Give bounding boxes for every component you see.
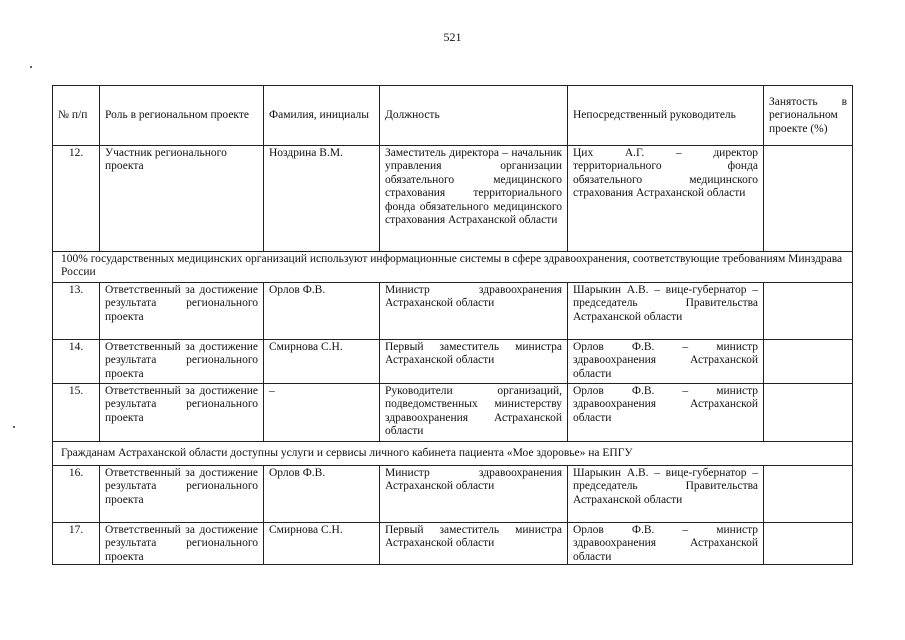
row-number: 15. <box>53 384 100 442</box>
position-cell: Первый заместитель министра Астраханской области <box>380 523 568 565</box>
scan-speck <box>13 426 15 428</box>
header-name: Фамилия, инициалы <box>264 86 380 146</box>
table-row <box>53 523 853 565</box>
row-number: 14. <box>53 340 100 384</box>
role-cell: Ответственный за достижение результата регионального проекта <box>100 340 264 384</box>
position-cell: Министр здравоохранения Астраханской области <box>380 283 568 340</box>
row-number: 16. <box>53 466 100 523</box>
table-row <box>53 466 853 523</box>
position-cell: Руководители организаций, подведомственных министерству здравоохранения Астраханской области <box>380 384 568 442</box>
header-employment: Занятость в региональном проекте (%) <box>764 86 853 146</box>
section-title: Гражданам Астраханской области доступны услуги и сервисы личного кабинета пациента «Мое здоровье» на ЕПГУ <box>53 442 853 466</box>
supervisor-cell: Орлов Ф.В. – министр здравоохранения Астраханской области <box>568 523 764 565</box>
role-cell: Ответственный за достижение результата регионального проекта <box>100 283 264 340</box>
table-row <box>53 283 853 340</box>
supervisor-cell: Орлов Ф.В. – министр здравоохранения Астраханской области <box>568 384 764 442</box>
table-row <box>53 340 853 384</box>
header-role: Роль в региональном проекте <box>100 86 264 146</box>
role-cell: Ответственный за достижение результата регионального проекта <box>100 466 264 523</box>
header-supervisor: Непосредственный руководитель <box>568 86 764 146</box>
section-row <box>53 442 853 466</box>
table-row <box>53 384 853 442</box>
name-cell: Орлов Ф.В. <box>264 283 380 340</box>
position-cell: Заместитель директора – начальник управления организации обязательного медицинского страхования территориального фонда обязательного медицинского страхования Астраханской области <box>380 146 568 252</box>
supervisor-cell: Орлов Ф.В. – министр здравоохранения Астраханской области <box>568 340 764 384</box>
employment-cell <box>764 384 853 442</box>
name-cell: Смирнова С.Н. <box>264 340 380 384</box>
name-cell: – <box>264 384 380 442</box>
position-cell: Министр здравоохранения Астраханской области <box>380 466 568 523</box>
name-cell: Смирнова С.Н. <box>264 523 380 565</box>
header-position: Должность <box>380 86 568 146</box>
row-number: 12. <box>53 146 100 252</box>
employment-cell <box>764 146 853 252</box>
section-row <box>53 252 853 283</box>
table-row <box>53 146 853 252</box>
role-cell: Ответственный за достижение результата регионального проекта <box>100 384 264 442</box>
employment-cell <box>764 523 853 565</box>
position-cell: Первый заместитель министра Астраханской области <box>380 340 568 384</box>
supervisor-cell: Шарыкин А.В. – вице-губернатор – председатель Правительства Астраханской области <box>568 283 764 340</box>
supervisor-cell: Шарыкин А.В. – вице-губернатор – председатель Правительства Астраханской области <box>568 466 764 523</box>
name-cell: Ноздрина В.М. <box>264 146 380 252</box>
scan-speck <box>30 66 32 68</box>
supervisor-cell: Цих А.Г. – директор территориального фонда обязательного медицинского страхования Астраханской области <box>568 146 764 252</box>
table-header-row <box>53 86 853 146</box>
employment-cell <box>764 283 853 340</box>
row-number: 17. <box>53 523 100 565</box>
employment-cell <box>764 466 853 523</box>
page-number: 521 <box>443 30 462 44</box>
row-number: 13. <box>53 283 100 340</box>
role-cell: Участник регионального проекта <box>100 146 264 252</box>
section-title: 100% государственных медицинских организаций используют информационные системы в сфере здравоохранения, соответствующие требованиям Минздрава России <box>53 252 853 283</box>
responsibility-table <box>52 85 853 565</box>
header-number: № п/п <box>53 86 100 146</box>
employment-cell <box>764 340 853 384</box>
role-cell: Ответственный за достижение результата регионального проекта <box>100 523 264 565</box>
name-cell: Орлов Ф.В. <box>264 466 380 523</box>
